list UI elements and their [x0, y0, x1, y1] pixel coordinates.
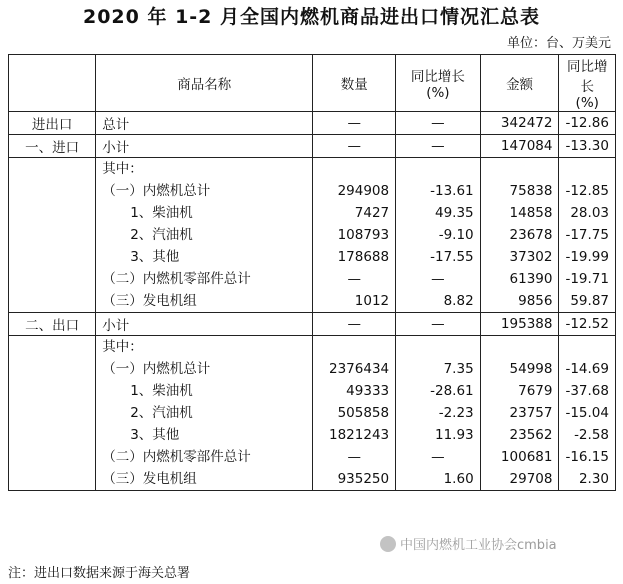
- export-item-yoy-amount: -15.04: [565, 405, 609, 421]
- import-item-amount: 9856: [518, 293, 553, 309]
- export-qizhong-label: 其中：: [102, 339, 143, 355]
- import-item-amount: 37302: [509, 249, 553, 265]
- import-item-yoy-amount: 59.87: [570, 293, 609, 309]
- row-yoy-amount: -12.52: [559, 313, 616, 336]
- watermark-text: 中国内燃机工业协会cmbia: [400, 538, 557, 553]
- import-item-yoy-quantity: —: [431, 271, 445, 287]
- export-item-quantity: 49333: [346, 383, 390, 399]
- import-category-cell: [9, 158, 96, 313]
- import-quantity-cell: [313, 158, 396, 313]
- export-item-amount: 100681: [500, 449, 553, 465]
- table-row: [9, 313, 616, 336]
- export-item-yoy-quantity: -2.23: [438, 405, 474, 421]
- trade-summary-table: [8, 54, 616, 491]
- header-yoy1-label: 同比增长: [410, 69, 465, 85]
- export-item-name: （一）内燃机总计: [102, 361, 211, 377]
- export-item-yoy-quantity: 11.93: [435, 427, 474, 443]
- import-item-yoy-quantity: -13.61: [430, 183, 474, 199]
- export-item-yoy-quantity: 7.35: [443, 361, 474, 377]
- row-yoy-quantity: —: [396, 112, 481, 135]
- import-item-name: 3、其他: [130, 249, 180, 265]
- export-item-yoy-quantity: -28.61: [430, 383, 474, 399]
- import-detail-block: [9, 158, 616, 313]
- header-yoy-amount: [559, 55, 616, 112]
- export-item-name: 3、其他: [130, 427, 180, 443]
- export-item-name: 1、柴油机: [130, 383, 193, 399]
- export-item-quantity: 935250: [337, 471, 390, 487]
- export-item-name: 2、汽油机: [130, 405, 193, 421]
- export-item-amount: 23562: [509, 427, 553, 443]
- table-row: [9, 112, 616, 135]
- import-amount-cell: [480, 158, 559, 313]
- import-item-amount: 23678: [509, 227, 553, 243]
- row-quantity: —: [313, 135, 396, 158]
- header-yoy-quantity: [396, 55, 481, 112]
- export-item-quantity: 505858: [337, 405, 390, 421]
- import-qizhong-label: 其中：: [102, 161, 143, 177]
- row-yoy-quantity: —: [396, 135, 481, 158]
- row-name: 小计: [96, 313, 313, 336]
- export-yoy-amount-cell: [559, 336, 616, 491]
- export-item-yoy-amount: -16.15: [565, 449, 609, 465]
- unit-label: 单位：台、万美元: [506, 36, 611, 51]
- export-detail-block: [9, 336, 616, 491]
- export-item-amount: 7679: [518, 383, 553, 399]
- export-item-quantity: 1821243: [329, 427, 390, 443]
- import-item-yoy-amount: -17.75: [565, 227, 609, 243]
- import-item-yoy-quantity: -17.55: [430, 249, 474, 265]
- export-item-yoy-amount: 2.30: [578, 471, 609, 487]
- watermark: [380, 534, 557, 553]
- import-item-yoy-amount: -19.99: [565, 249, 609, 265]
- header-yoy2-unit: (%): [575, 95, 599, 111]
- import-item-quantity: 7427: [354, 205, 390, 221]
- export-item-quantity: —: [347, 449, 361, 465]
- row-yoy-quantity: —: [396, 313, 481, 336]
- import-item-yoy-amount: -12.85: [565, 183, 609, 199]
- import-item-name: （三）发电机组: [102, 293, 197, 309]
- import-names-cell: [96, 158, 313, 313]
- export-names-cell: [96, 336, 313, 491]
- export-item-yoy-amount: -37.68: [565, 383, 609, 399]
- import-item-yoy-amount: 28.03: [570, 205, 609, 221]
- import-item-name: （二）内燃机零部件总计: [102, 271, 251, 287]
- row-amount: 342472: [480, 112, 559, 135]
- import-item-amount: 14858: [509, 205, 553, 221]
- row-amount: 195388: [480, 313, 559, 336]
- header-row: [9, 55, 616, 112]
- export-item-amount: 54998: [509, 361, 553, 377]
- export-quantity-cell: [313, 336, 396, 491]
- row-amount: 147084: [480, 135, 559, 158]
- header-yoy1-unit: (%): [426, 85, 450, 101]
- row-category: 二、出口: [9, 313, 96, 336]
- row-quantity: —: [313, 112, 396, 135]
- import-item-quantity: 1012: [354, 293, 390, 309]
- import-item-quantity: —: [347, 271, 361, 287]
- footnote: 注：进出口数据来源于海关总署: [8, 566, 191, 581]
- wechat-icon: [380, 536, 396, 552]
- import-yoy-amount-cell: [559, 158, 616, 313]
- header-quantity: 数量: [313, 55, 396, 112]
- export-item-yoy-quantity: —: [431, 449, 445, 465]
- export-item-yoy-amount: -2.58: [574, 427, 609, 443]
- row-name: 总计: [96, 112, 313, 135]
- page-title: 2020 年 1-2 月全国内燃机商品进出口情况汇总表: [82, 6, 541, 28]
- import-item-name: 1、柴油机: [130, 205, 193, 221]
- export-item-quantity: 2376434: [329, 361, 390, 377]
- export-item-name: （二）内燃机零部件总计: [102, 449, 251, 465]
- row-category: 一、进口: [9, 135, 96, 158]
- import-item-quantity: 294908: [337, 183, 390, 199]
- export-item-name: （三）发电机组: [102, 471, 197, 487]
- import-item-yoy-quantity: -9.10: [438, 227, 474, 243]
- import-item-yoy-quantity: 8.82: [443, 293, 474, 309]
- export-item-amount: 29708: [509, 471, 553, 487]
- export-amount-cell: [480, 336, 559, 491]
- export-category-cell: [9, 336, 96, 491]
- import-item-quantity: 178688: [337, 249, 390, 265]
- row-yoy-amount: -13.30: [559, 135, 616, 158]
- import-item-amount: 61390: [509, 271, 553, 287]
- export-item-yoy-amount: -14.69: [565, 361, 609, 377]
- import-item-amount: 75838: [509, 183, 553, 199]
- header-yoy2-label: 同比增长: [566, 59, 608, 95]
- export-yoy-quantity-cell: [396, 336, 481, 491]
- header-amount: 金额: [480, 55, 559, 112]
- row-category: 进出口: [9, 112, 96, 135]
- header-category: [9, 55, 96, 112]
- row-name: 小计: [96, 135, 313, 158]
- row-yoy-amount: -12.86: [559, 112, 616, 135]
- import-item-quantity: 108793: [337, 227, 390, 243]
- export-item-yoy-quantity: 1.60: [443, 471, 474, 487]
- row-quantity: —: [313, 313, 396, 336]
- export-item-amount: 23757: [509, 405, 553, 421]
- import-item-yoy-quantity: 49.35: [435, 205, 474, 221]
- header-name: 商品名称: [96, 55, 313, 112]
- import-item-name: 2、汽油机: [130, 227, 193, 243]
- import-item-name: （一）内燃机总计: [102, 183, 211, 199]
- import-yoy-quantity-cell: [396, 158, 481, 313]
- table-row: [9, 135, 616, 158]
- import-item-yoy-amount: -19.71: [565, 271, 609, 287]
